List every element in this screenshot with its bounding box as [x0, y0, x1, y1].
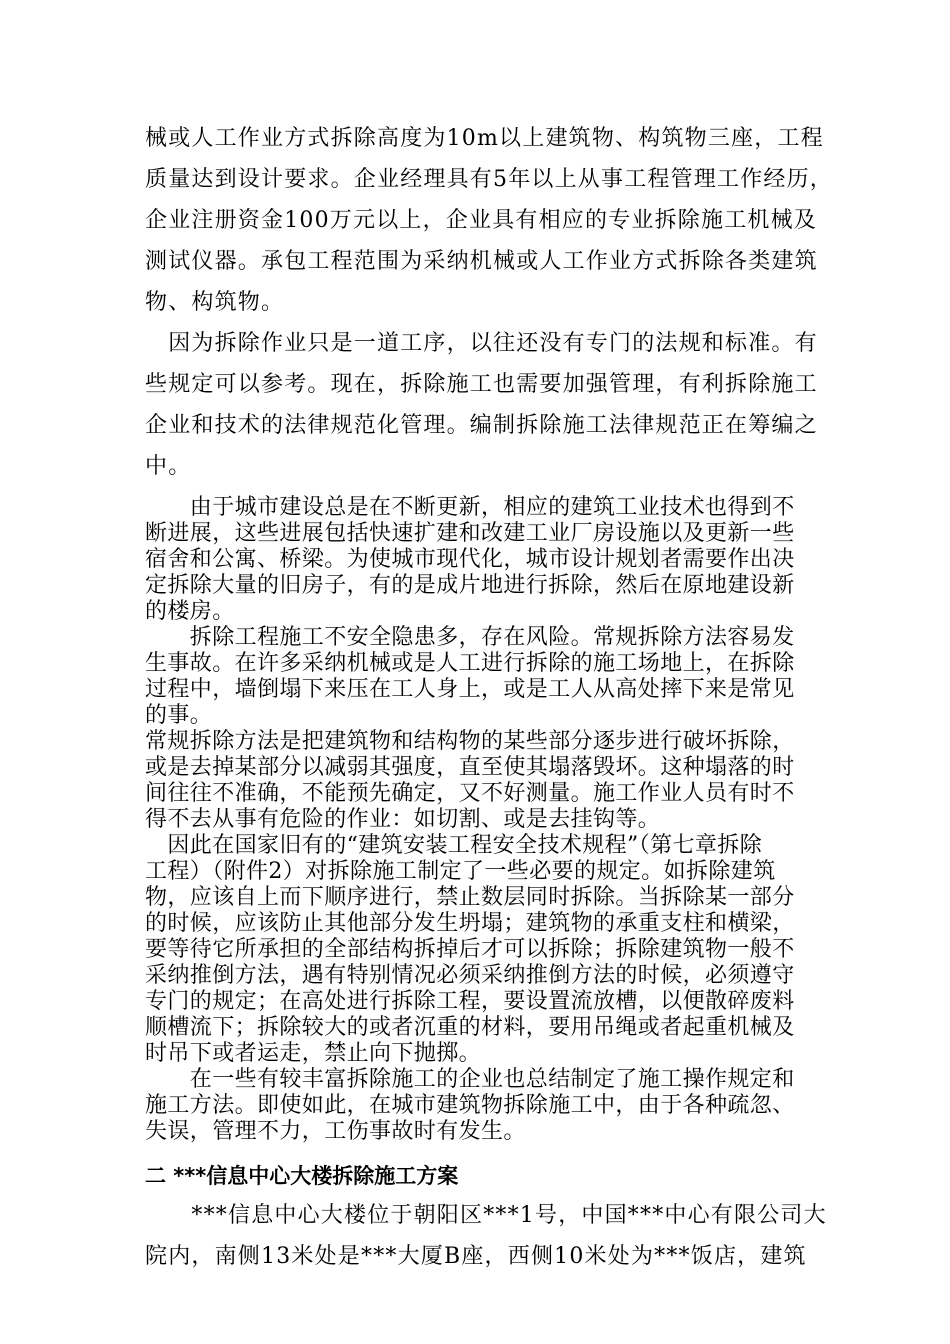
text-line: 测试仪器。承包工程范围为采纳机械或人工作业方式拆除各类建筑	[145, 249, 818, 274]
section-heading: 二 ***信息中心大楼拆除施工方案	[145, 1164, 459, 1188]
text-line: 因此在国家旧有的“建筑安装工程安全技术规程”（第七章拆除	[145, 833, 763, 858]
text-line: 中。	[145, 454, 192, 479]
text-line: 或是去掉某部分以减弱其强度，直至使其塌落毁坏。这种塌落的时	[145, 755, 795, 780]
text-line: 定拆除大量的旧房子，有的是成片地进行拆除，然后在原地建设新	[145, 573, 795, 598]
text-line: 因为拆除作业只是一道工序，以往还没有专门的法规和标准。有	[145, 331, 818, 356]
text-line: 时吊下或者运走，禁止向下抛掷。	[145, 1041, 482, 1066]
text-line: 采纳推倒方法，遇有特别情况必须采纳推倒方法的时候，必须遵守	[145, 963, 795, 988]
text-line: 顺槽流下；拆除较大的或者沉重的材料，要用吊绳或者起重机械及	[145, 1015, 795, 1040]
text-line: 专门的规定；在高处进行拆除工程，要设置流放槽，以便散碎废料	[145, 989, 795, 1014]
text-line: 拆除工程施工不安全隐患多，存在风险。常规拆除方法容易发	[145, 625, 795, 650]
text-line: 企业注册资金100万元以上，企业具有相应的专业拆除施工机械及	[145, 208, 817, 233]
text-line: 在一些有较丰富拆除施工的企业也总结制定了施工操作规定和	[145, 1067, 795, 1092]
text-line: 物，应该自上而下顺序进行，禁止数层同时拆除。当拆除某一部分	[145, 885, 795, 910]
text-line: 失误，管理不力，工伤事故时有发生。	[145, 1119, 526, 1144]
text-line: 常规拆除方法是把建筑物和结构物的某些部分逐步进行破坏拆除，	[145, 729, 795, 754]
text-line: 物、构筑物。	[145, 290, 285, 315]
text-line: 施工方法。即使如此，在城市建筑物拆除施工中，由于各种疏忽、	[145, 1093, 795, 1118]
text-line: 要等待它所承担的全部结构拆掉后才可以拆除；拆除建筑物一般不	[145, 937, 795, 962]
text-line: 宿舍和公寓、桥梁。为使城市现代化，城市设计规划者需要作出决	[145, 547, 795, 572]
text-line: 械或人工作业方式拆除高度为10m以上建筑物、构筑物三座，工程	[145, 126, 824, 151]
text-line: 由于城市建设总是在不断更新，相应的建筑工业技术也得到不	[145, 495, 795, 520]
text-line: 的楼房。	[145, 599, 235, 624]
text-line: 的时候，应该防止其他部分发生坍塌；建筑物的承重支柱和横梁，	[145, 911, 795, 936]
text-line: 企业和技术的法律规范化管理。编制拆除施工法律规范正在筹编之	[145, 413, 818, 438]
text-line: 些规定可以参考。现在，拆除施工也需要加强管理，有利拆除施工	[145, 372, 818, 397]
text-line: 的事。	[145, 703, 213, 728]
text-line: 院内，南侧13米处是***大厦B座，西侧10米处为***饭店，建筑	[145, 1244, 807, 1269]
text-line: 断进展，这些进展包括快速扩建和改建工业厂房设施以及更新一些	[145, 521, 795, 546]
text-line: 质量达到设计要求。企业经理具有5年以上从事工程管理工作经历，	[145, 167, 833, 192]
text-line: 过程中，墙倒塌下来压在工人身上，或是工人从高处摔下来是常见	[145, 677, 795, 702]
text-line: ***信息中心大楼位于朝阳区***1号，中国***中心有限公司大	[145, 1203, 827, 1228]
text-line: 间往往不准确，不能预先确定，又不好测量。施工作业人员有时不	[145, 781, 795, 806]
text-line: 得不去从事有危险的作业：如切割、或是去挂钩等。	[145, 807, 661, 832]
text-line: 生事故。在许多采纳机械或是人工进行拆除的施工场地上，在拆除	[145, 651, 795, 676]
text-line: 工程）（附件2）对拆除施工制定了一些必要的规定。如拆除建筑	[145, 859, 776, 884]
